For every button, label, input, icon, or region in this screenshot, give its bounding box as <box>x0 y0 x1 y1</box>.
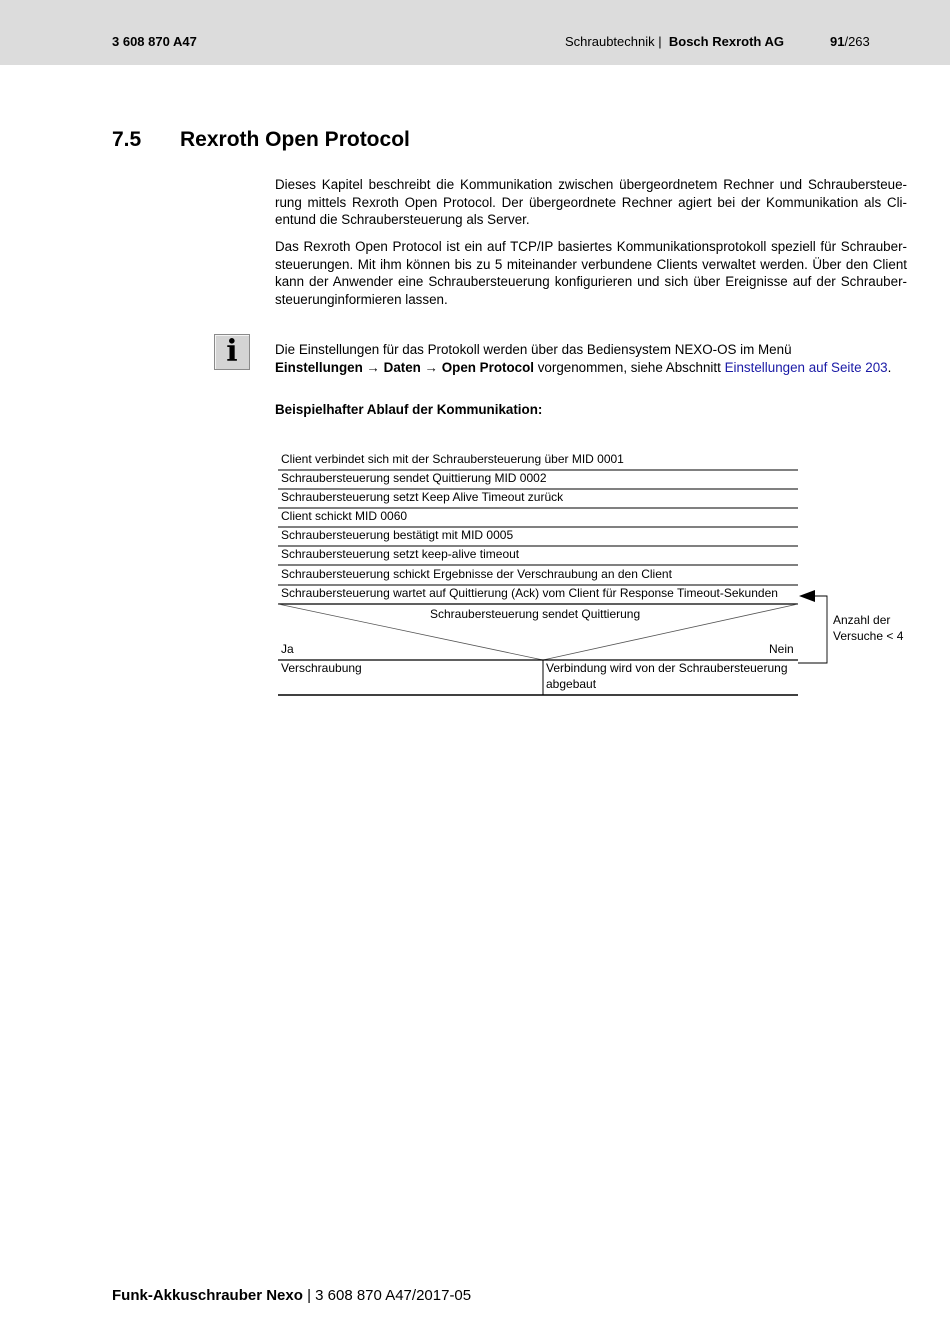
flow-step: Schraubersteuerung bestätigt mit MID 0005 <box>281 528 514 542</box>
no-action-line2: abgebaut <box>546 677 597 691</box>
decision-no-label: Nein <box>769 642 794 656</box>
header-section: Schraubtechnik <box>565 34 655 49</box>
flow-step: Client verbindet sich mit der Schraubersteuerung über MID 0001 <box>281 452 624 466</box>
flow-step: Schraubersteuerung schickt Ergebnisse der Verschraubung an den Client <box>281 567 672 581</box>
info-icon: i <box>214 334 250 370</box>
note-arrow-1: → <box>366 359 380 375</box>
paragraph-protocol: Das Rexroth Open Protocol ist ein auf TCP/IP basiertes Kommunikationsprotokoll speziell für Schrauber-steuerungen. Mit ihm können bis zu 5 miteinander verbundene Clients verwaltet werden. Über den Client kann der Anwender eine Schraubersteuerung konfigurieren und sich über Ereignisse auf der Schrauber-steuerunginformieren lassen. <box>275 239 907 307</box>
flow-step: Schraubersteuerung setzt keep-alive timeout <box>281 547 520 561</box>
flow-step: Schraubersteuerung sendet Quittierung MID 0002 <box>281 471 547 485</box>
page-header <box>0 0 950 65</box>
header-center <box>565 34 784 49</box>
footer-separator: | <box>307 1287 311 1304</box>
loop-arrow-head <box>799 590 815 602</box>
note-link[interactable]: Einstellungen auf Seite 203 <box>724 359 888 375</box>
header-doc-number: 3 608 870 A47 <box>112 34 197 49</box>
footer-doc-ref: 3 608 870 A47/2017-05 <box>315 1287 472 1304</box>
note-text-before: Die Einstellungen für das Protokoll werden über das Bediensystem NEXO-OS im Menü <box>275 342 792 357</box>
header-company: Bosch Rexroth AG <box>668 34 784 49</box>
decision-yes-label: Ja <box>281 642 294 656</box>
page-total: /263 <box>844 34 870 49</box>
section-heading <box>112 128 410 152</box>
note-arrow-2: → <box>424 359 438 375</box>
info-note <box>275 341 915 376</box>
flow-step: Schraubersteuerung setzt Keep Alive Timeout zurück <box>281 490 564 504</box>
no-action-line1: Verbindung wird von der Schraubersteuerung <box>546 661 788 675</box>
page-footer <box>112 1287 471 1304</box>
note-menu-open-protocol: Open Protocol <box>441 359 534 375</box>
note-text-end: . <box>887 359 892 375</box>
section-title: Rexroth Open Protocol <box>180 128 410 151</box>
paragraph-intro: Dieses Kapitel beschreibt die Kommunikation zwischen übergeordnetem Rechner und Schraubersteue-rung mittels Rexroth Open Protocol. Der übergeordnete Rechner agiert bei der Kommunikation als Cli-entund die Schraubersteuerung als Server. <box>275 177 907 227</box>
note-text-middle: vorgenommen, siehe Abschnitt <box>537 359 721 375</box>
yes-action: Verschraubung <box>281 661 362 675</box>
loop-back-line <box>798 596 827 663</box>
header-page-number <box>830 34 870 49</box>
section-number: 7.5 <box>112 128 142 151</box>
note-menu-settings: Einstellungen <box>275 359 363 375</box>
flow-step: Client schickt MID 0060 <box>281 509 408 523</box>
page-current: 91 <box>830 34 845 49</box>
note-menu-data: Daten <box>383 359 421 375</box>
footer-product: Funk-Akkuschrauber Nexo <box>112 1287 303 1304</box>
loop-label-line2: Versuche < 4 <box>833 629 904 643</box>
flow-step: Schraubersteuerung wartet auf Quittierung (Ack) vom Client für Response Timeout-Sekunden <box>281 586 778 600</box>
decision-label: Schraubersteuerung sendet Quittierung <box>430 607 641 621</box>
flow-subheading: Beispielhafter Ablauf der Kommunikation: <box>275 402 543 417</box>
header-separator: | <box>658 34 662 49</box>
loop-label-line1: Anzahl der <box>833 613 891 627</box>
